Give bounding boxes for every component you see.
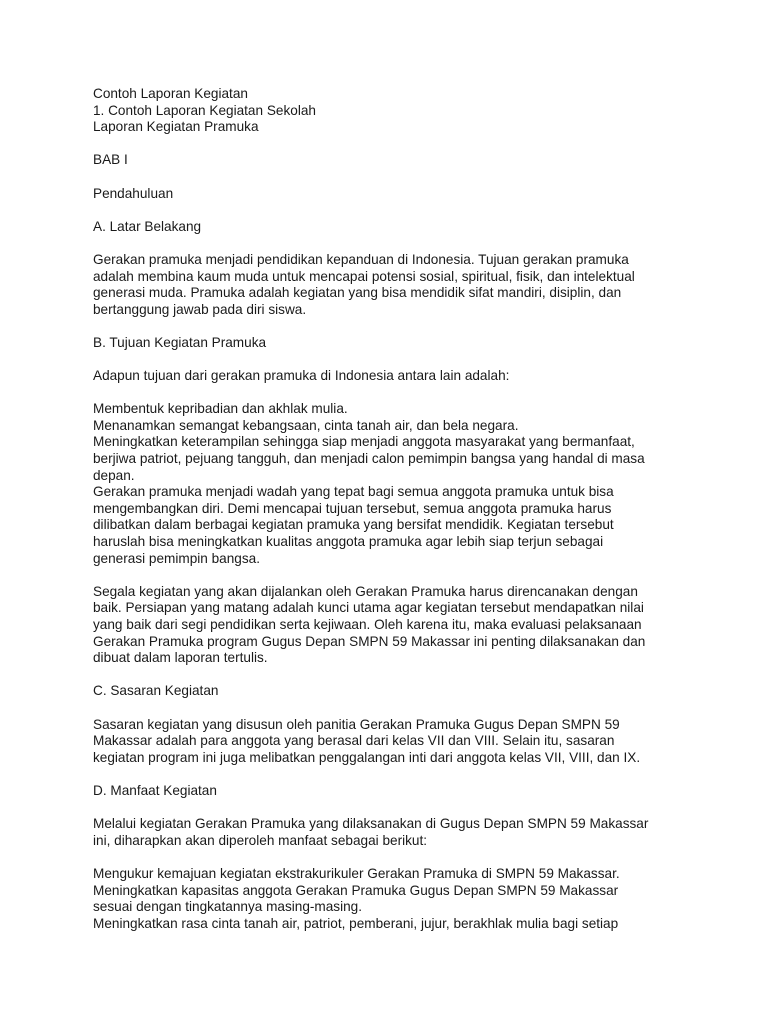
chapter-title: Pendahuluan	[93, 185, 174, 201]
section-b-closing-line: dibuat dalam laporan tertulis.	[93, 650, 268, 666]
section-b-line: dilibatkan dalam berbagai kegiatan pramuka yang bersifat mendidik. Kegiatan tersebut	[93, 517, 614, 533]
spacer	[93, 136, 693, 153]
section-a-heading: A. Latar Belakang	[93, 218, 202, 234]
spacer	[93, 169, 693, 186]
section-c-heading: C. Sasaran Kegiatan	[93, 683, 219, 699]
spacer	[93, 235, 693, 252]
section-d-line: sesuai dengan tingkatannya masing-masing.	[93, 899, 363, 915]
section-b-line: Menanamkan semangat kebangsaan, cinta tanah air, dan bela negara.	[93, 417, 519, 433]
section-b-line: depan.	[93, 467, 135, 483]
section-b-line: haruslah bisa meningkatkan kualitas anggota pramuka agar lebih siap terjun sebagai	[93, 534, 604, 550]
section-c-line: kegiatan program ini juga melibatkan penggalangan inti dari anggota kelas VII, VIII, dan IX.	[93, 749, 641, 765]
spacer	[93, 318, 693, 335]
section-c-line: Sasaran kegiatan yang disusun oleh panitia Gerakan Pramuka Gugus Depan SMPN 59	[93, 716, 620, 732]
section-b-intro: Adapun tujuan dari gerakan pramuka di Indonesia antara lain adalah:	[93, 368, 510, 384]
chapter-number: BAB I	[93, 152, 128, 168]
section-b-closing-line: yang baik dari segi pendidikan serta kejiwaan. Oleh karena itu, maka evaluasi pelaksanaan	[93, 617, 642, 632]
spacer	[93, 202, 693, 219]
section-a-line: adalah membina kaum muda untuk mencapai potensi sosial, spiritual, fisik, dan intelektual	[93, 268, 635, 284]
spacer	[93, 700, 693, 717]
section-b-closing-line: Gerakan Pramuka program Gugus Depan SMPN 59 Makassar ini penting dilaksanakan dan	[93, 633, 646, 649]
section-a-line: bertanggung jawab pada diri siswa.	[93, 301, 307, 317]
doc-subtitle: 1. Contoh Laporan Kegiatan Sekolah	[93, 102, 316, 118]
section-b-line: berjiwa patriot, pejuang tangguh, dan menjadi calon pemimpin bangsa yang handal di masa	[93, 451, 645, 467]
section-a-line: generasi muda. Pramuka adalah kegiatan yang bisa mendidik sifat mandiri, disiplin, dan	[93, 285, 622, 301]
section-b-line: Membentuk kepribadian dan akhlak mulia.	[93, 401, 348, 417]
section-d-line: Meningkatkan kapasitas anggota Gerakan Pramuka Gugus Depan SMPN 59 Makassar	[93, 882, 619, 898]
spacer	[93, 667, 693, 684]
document-body	[93, 86, 693, 932]
spacer	[93, 800, 693, 817]
section-a-line: Gerakan pramuka menjadi pendidikan kepanduan di Indonesia. Tujuan gerakan pramuka	[93, 251, 629, 267]
section-d-line: Meningkatkan rasa cinta tanah air, patriot, pemberani, jujur, berakhlak mulia bagi setiap	[93, 915, 619, 931]
section-b-line: Gerakan pramuka menjadi wadah yang tepat bagi semua anggota pramuka untuk bisa	[93, 484, 614, 500]
section-b-heading: B. Tujuan Kegiatan Pramuka	[93, 334, 267, 350]
section-c-line: Makassar adalah para anggota yang berasal dari kelas VII dan VIII. Selain itu, sasaran	[93, 733, 615, 749]
section-d-intro-line: ini, diharapkan akan diperoleh manfaat sebagai berikut:	[93, 832, 428, 848]
spacer	[93, 849, 693, 866]
section-b-line: generasi pemimpin bangsa.	[93, 550, 261, 566]
doc-report-title: Laporan Kegiatan Pramuka	[93, 119, 259, 135]
section-b-closing-line: baik. Persiapan yang matang adalah kunci utama agar kegiatan tersebut mendapatkan nilai	[93, 600, 644, 616]
spacer	[93, 567, 693, 584]
section-d-intro-line: Melalui kegiatan Gerakan Pramuka yang dilaksanakan di Gugus Depan SMPN 59 Makassar	[93, 816, 649, 832]
spacer	[93, 766, 693, 783]
doc-title: Contoh Laporan Kegiatan	[93, 86, 248, 101]
spacer	[93, 352, 693, 369]
section-d-line: Mengukur kemajuan kegiatan ekstrakurikuler Gerakan Pramuka di SMPN 59 Makassar.	[93, 865, 620, 881]
section-b-line: mengembangkan diri. Demi mencapai tujuan tersebut, semua anggota pramuka harus	[93, 500, 612, 516]
section-b-line: Meningkatkan keterampilan sehingga siap menjadi anggota masyarakat yang bermanfaat,	[93, 434, 635, 450]
spacer	[93, 385, 693, 402]
section-d-heading: D. Manfaat Kegiatan	[93, 782, 217, 798]
section-b-closing-line: Segala kegiatan yang akan dijalankan oleh Gerakan Pramuka harus direncanakan dengan	[93, 583, 638, 599]
